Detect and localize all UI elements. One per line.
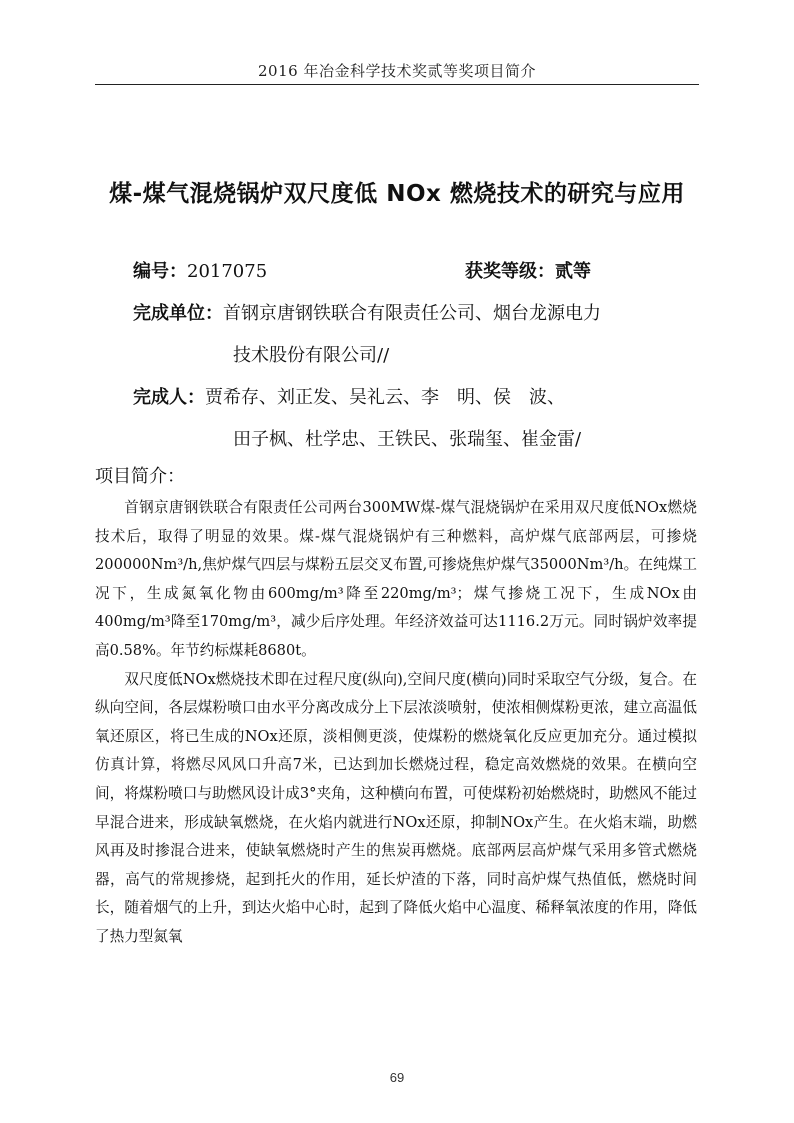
people-label: 完成人： <box>133 387 205 408</box>
award-value: 贰等 <box>555 261 591 282</box>
award-label: 获奖等级： <box>465 261 555 282</box>
people-line-1: 贾希存、刘正发、吴礼云、李 明、侯 波、 <box>205 387 565 408</box>
body-text <box>95 494 697 952</box>
section-title: 项目简介： <box>95 466 185 487</box>
header-rule <box>95 84 699 85</box>
page-number: 69 <box>389 1070 405 1085</box>
paragraph-1: 首钢京唐钢铁联合有限责任公司两台300MW煤-煤气混烧锅炉在采用双尺度低NOx燃烧技术后，取得了明显的效果。煤-煤气混烧锅炉有三种燃料，高炉煤气底部两层，可掺烧200000Nm³/h,焦炉煤气四层与煤粉五层交叉布置,可掺烧焦炉煤气35000Nm³/h。在纯煤工况下，生成氮氧化物由600mg/m³降至220mg/m³；煤气掺烧工况下，生成NOx由400mg/m³降至170mg/m³，减少后序处理。年经济效益可达1116.2万元。同时锅炉效率提高0.58%。年节约标煤耗8680t。 <box>95 499 697 659</box>
document-title: 煤-煤气混烧锅炉双尺度低 NOx 燃烧技术的研究与应用 <box>109 181 685 207</box>
number-value: 2017075 <box>187 261 268 282</box>
unit-row <box>133 299 601 325</box>
running-header: 2016 年冶金科学技术奖贰等奖项目简介 <box>258 62 536 80</box>
people-line-2: 田子枫、杜学忠、王铁民、张瑞玺、崔金雷/ <box>233 429 582 450</box>
award-row <box>465 257 591 283</box>
people-row <box>133 383 565 409</box>
number-row <box>133 257 267 283</box>
unit-line-2: 技术股份有限公司// <box>233 345 390 366</box>
paragraph-2: 双尺度低NOx燃烧技术即在过程尺度(纵向),空间尺度(横向)同时采取空气分级，复合。在纵向空间，各层煤粉喷口由水平分离改成分上下层浓淡喷射，使浓相侧煤粉更浓，建立高温低氧还原区，将已生成的NOx还原，淡相侧更淡，使煤粉的燃烧氧化反应更加充分。通过模拟仿真计算，将燃尽风风口升高7米，已达到加长燃烧过程，稳定高效燃烧的效果。在横向空间，将煤粉喷口与助燃风设计成3°夹角，这种横向布置，可使煤粉初始燃烧时，助燃风不能过早混合进来，形成缺氧燃烧，在火焰内就进行NOx还原，抑制NOx产生。在火焰末端，助燃风再及时掺混合进来，使缺氧燃烧时产生的焦炭再燃烧。底部两层高炉煤气采用多管式燃烧器，高气的常规掺烧，起到托火的作用，延长炉渣的下落，同时高炉煤气热值低，燃烧时间长，随着烟气的上升，到达火焰中心时，起到了降低火焰中心温度、稀释氧浓度的作用，降低了热力型氮氧 <box>95 670 697 945</box>
unit-line-1: 首钢京唐钢铁联合有限责任公司、烟台龙源电力 <box>223 303 601 324</box>
unit-label: 完成单位： <box>133 303 223 324</box>
number-label: 编号： <box>133 261 187 282</box>
